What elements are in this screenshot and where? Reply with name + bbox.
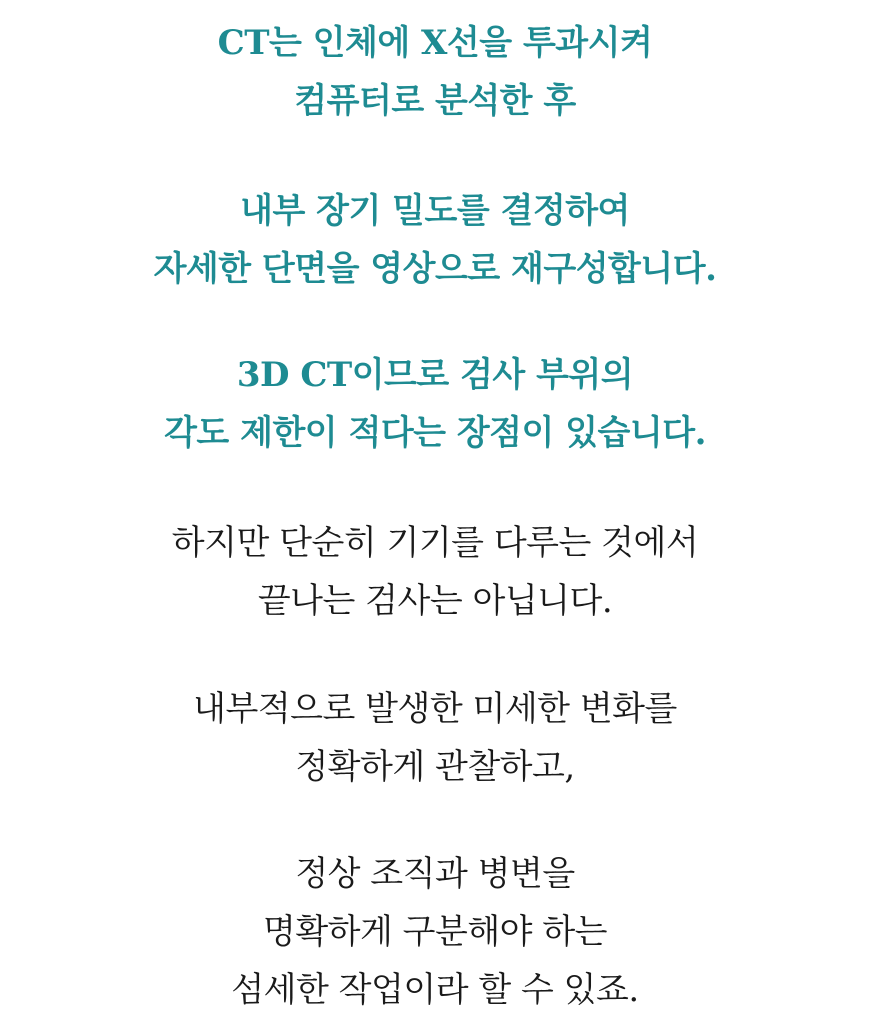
text-line: 컴퓨터로 분석한 후 [294, 81, 576, 121]
text-line: 하지만 단순히 기기를 다루는 것에서 [171, 523, 699, 563]
text-line: 섬세한 작업이라 할 수 있죠. [231, 970, 639, 1010]
text-line: 자세한 단면을 영상으로 재구성합니다. [153, 249, 717, 289]
paragraph-ct-reconstruction [0, 182, 870, 298]
text-line: 끝나는 검사는 아닙니다. [257, 581, 613, 621]
text-line: 명확하게 구분해야 하는 [262, 912, 608, 952]
text-line: 내부 장기 밀도를 결정하여 [240, 191, 630, 231]
text-line: 내부적으로 발생한 미세한 변화를 [193, 689, 677, 729]
text-line: 각도 제한이 적다는 장점이 있습니다. [164, 413, 706, 453]
paragraph-delicate-work [0, 845, 870, 1019]
text-line: 정확하게 관찰하고, [295, 747, 575, 787]
paragraph-observe-changes [0, 680, 870, 796]
paragraph-3d-ct-advantage [0, 346, 870, 462]
text-line: 3D CT이므로 검사 부위의 [236, 355, 634, 395]
text-line: CT는 인체에 X선을 투과시켜 [217, 23, 653, 63]
paragraph-ct-intro [0, 14, 870, 130]
text-line: 정상 조직과 병변을 [295, 854, 575, 894]
paragraph-not-simple-operation [0, 514, 870, 630]
